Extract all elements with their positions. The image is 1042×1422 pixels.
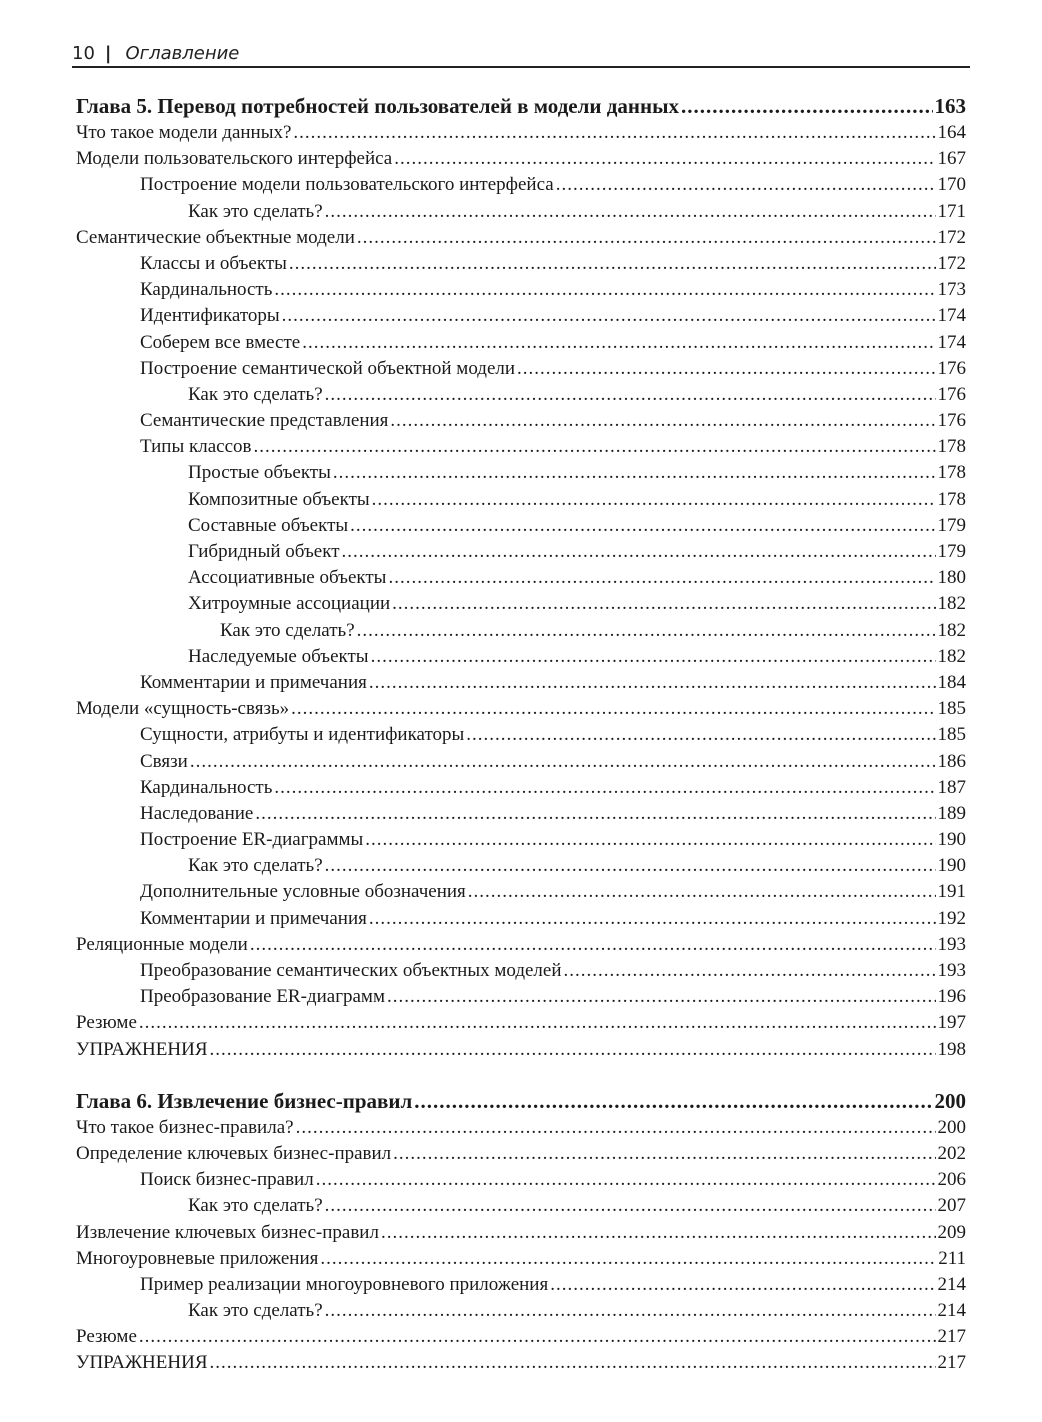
toc-entry-page: 179 [937, 514, 966, 536]
toc-entry-title: Резюме [76, 1326, 137, 1348]
toc-entry-title: Наследование [140, 802, 254, 824]
dot-leader [350, 513, 935, 539]
toc-entry-title: Композитные объекты [188, 488, 370, 510]
toc-entry-title: Модели «сущность-связь» [76, 698, 290, 720]
toc-entry-page: 189 [937, 802, 966, 824]
toc-entry-title: Комментарии и примечания [140, 907, 367, 929]
toc-entry-title: Поиск бизнес-правил [140, 1169, 314, 1191]
toc-entry[interactable] [76, 251, 966, 277]
dot-leader [381, 1220, 936, 1246]
toc-entry-page: 217 [937, 1326, 966, 1348]
dot-leader [325, 1298, 936, 1324]
toc-entry-page: 167 [937, 148, 966, 170]
dot-leader [390, 408, 935, 434]
toc-entry-page: 198 [937, 1038, 966, 1060]
toc-entry[interactable] [76, 408, 966, 434]
dot-leader [190, 749, 936, 775]
toc-entry[interactable] [76, 670, 966, 696]
toc-entry-page: 214 [937, 1273, 966, 1295]
chapter-block [76, 92, 966, 1063]
toc-entry-page: 171 [937, 200, 966, 222]
toc-entry[interactable] [76, 1141, 966, 1167]
toc-entry-title: Гибридный объект [188, 541, 340, 562]
toc-entry-title: Кардинальность [140, 279, 273, 301]
toc-entry[interactable] [76, 1272, 966, 1298]
table-of-contents [76, 92, 966, 1377]
toc-entry[interactable] [76, 277, 966, 303]
toc-entry[interactable] [76, 539, 966, 565]
chapter-block [76, 1087, 966, 1377]
toc-entry-title: Извлечение ключевых бизнес-правил [76, 1221, 379, 1243]
section-title: Оглавление [125, 43, 240, 64]
toc-entry-title: Семантические объектные модели [76, 226, 355, 248]
dot-leader [369, 906, 936, 932]
chapter-title: Глава 5. Перевод потребностей пользователей в модели данных [76, 94, 679, 118]
toc-entry[interactable] [76, 618, 966, 644]
toc-entry[interactable] [76, 330, 966, 356]
dot-leader [320, 1246, 936, 1272]
toc-entry-title: Как это сделать? [188, 1195, 323, 1217]
toc-entry[interactable] [76, 1037, 966, 1063]
toc-entry[interactable] [76, 565, 966, 591]
toc-entry[interactable] [76, 1010, 966, 1036]
toc-entry-page: 196 [937, 986, 966, 1008]
toc-entry-page: 185 [937, 724, 966, 746]
toc-entry-title: Построение модели пользовательского интерфейса [140, 174, 554, 196]
toc-entry[interactable] [76, 225, 966, 251]
toc-entry[interactable] [76, 460, 966, 486]
toc-entry-title: Преобразование семантических объектных моделей [140, 960, 562, 981]
toc-entry[interactable] [76, 749, 966, 775]
dot-leader [393, 1141, 935, 1167]
dot-leader [564, 958, 936, 984]
toc-entry[interactable] [76, 1298, 966, 1324]
dot-leader [325, 382, 936, 408]
dot-leader [414, 1087, 932, 1115]
chapter-heading[interactable] [76, 92, 966, 120]
toc-entry[interactable] [76, 146, 966, 172]
dot-leader [291, 696, 935, 722]
toc-entry[interactable] [76, 356, 966, 382]
dot-leader [333, 460, 936, 486]
toc-entry-title: УПРАЖНЕНИЯ [76, 1352, 208, 1374]
toc-entry-page: 192 [937, 907, 966, 929]
toc-entry-page: 182 [937, 645, 966, 667]
toc-entry[interactable] [76, 879, 966, 905]
toc-entry-page: 193 [937, 960, 966, 981]
toc-entry-page: 217 [937, 1352, 966, 1374]
chapter-heading[interactable] [76, 1087, 966, 1115]
toc-entry-page: 207 [937, 1195, 966, 1217]
page-number: 10 [72, 43, 95, 64]
dot-leader [316, 1167, 936, 1193]
toc-entry-title: Модели пользовательского интерфейса [76, 148, 393, 170]
dot-leader [387, 984, 936, 1010]
toc-entry[interactable] [76, 1115, 966, 1141]
toc-entry[interactable] [76, 906, 966, 932]
toc-entry-title: Кардинальность [140, 776, 273, 798]
toc-entry-page: 206 [937, 1169, 966, 1191]
dot-leader [394, 146, 935, 172]
toc-entry[interactable] [76, 591, 966, 617]
toc-entry-page: 184 [937, 671, 966, 693]
toc-entry-title: Сущности, атрибуты и идентификаторы [140, 724, 465, 746]
toc-entry[interactable] [76, 696, 966, 722]
toc-entry-page: 190 [937, 855, 966, 877]
toc-entry-page: 182 [937, 593, 966, 615]
toc-entry-title: Многоуровневые приложения [76, 1247, 319, 1269]
toc-entry-page: 211 [938, 1247, 966, 1269]
toc-entry[interactable] [76, 644, 966, 670]
toc-entry[interactable] [76, 1246, 966, 1272]
toc-entry-page: 190 [937, 829, 966, 851]
toc-entry-title: Как это сделать? [188, 855, 323, 877]
dot-leader [274, 277, 935, 303]
dot-leader [392, 591, 935, 617]
toc-entry[interactable] [76, 722, 966, 748]
header-separator: | [104, 43, 112, 64]
toc-entry-page: 176 [937, 410, 966, 432]
toc-entry[interactable] [76, 984, 966, 1010]
toc-entry-page: 180 [937, 567, 966, 589]
toc-entry[interactable] [76, 801, 966, 827]
toc-entry-title: Как это сделать? [220, 619, 355, 641]
toc-entry-title: Резюме [76, 1012, 137, 1034]
dot-leader [325, 199, 936, 225]
dot-leader [517, 356, 935, 382]
toc-entry-page: 182 [937, 619, 966, 641]
toc-entry[interactable] [76, 932, 966, 958]
toc-entry-title: Как это сделать? [188, 1300, 323, 1322]
toc-entry-page: 200 [937, 1116, 966, 1138]
dot-leader [293, 120, 935, 146]
toc-entry-page: 187 [937, 776, 966, 798]
dot-leader [325, 1193, 936, 1219]
toc-entry[interactable] [76, 199, 966, 225]
dot-leader [369, 670, 936, 696]
toc-entry[interactable] [76, 120, 966, 146]
toc-entry-page: 176 [937, 383, 966, 405]
dot-leader [274, 775, 935, 801]
toc-entry[interactable] [76, 1350, 966, 1376]
dot-leader [302, 330, 935, 356]
dot-leader [468, 879, 936, 905]
toc-entry[interactable] [76, 827, 966, 853]
dot-leader [556, 172, 936, 198]
dot-leader [210, 1037, 936, 1063]
dot-leader [139, 1324, 936, 1350]
toc-entry-title: Реляционные модели [76, 933, 248, 955]
toc-entry-title: Как это сделать? [188, 200, 323, 222]
dot-leader [342, 539, 936, 565]
toc-entry[interactable] [76, 303, 966, 329]
toc-entry-page: 179 [937, 541, 966, 562]
toc-entry-title: Наследуемые объекты [188, 645, 369, 667]
toc-entry-page: 197 [937, 1012, 966, 1034]
toc-entry[interactable] [76, 172, 966, 198]
dot-leader [365, 827, 935, 853]
dot-leader [139, 1010, 936, 1036]
toc-entry-title: Простые объекты [188, 462, 331, 484]
toc-entry[interactable] [76, 1220, 966, 1246]
dot-leader [372, 487, 936, 513]
toc-entry-page: 174 [937, 305, 966, 327]
dot-leader [289, 251, 936, 277]
toc-entry-title: Идентификаторы [140, 305, 280, 327]
toc-entry-page: 172 [937, 252, 966, 274]
chapter-page: 200 [934, 1088, 966, 1113]
dot-leader [296, 1115, 936, 1141]
chapter-page: 163 [934, 94, 966, 118]
toc-entry-title: Соберем все вместе [140, 331, 301, 353]
toc-entry-page: 185 [937, 698, 966, 720]
chapter-title: Глава 6. Извлечение бизнес-правил [76, 1088, 413, 1113]
dot-leader [253, 434, 935, 460]
toc-entry-title: Что такое бизнес-правила? [76, 1116, 294, 1138]
toc-entry[interactable] [76, 1193, 966, 1219]
toc-entry-title: Классы и объекты [140, 252, 287, 274]
dot-leader [325, 853, 936, 879]
toc-entry[interactable] [76, 1324, 966, 1350]
dot-leader [282, 303, 936, 329]
dot-leader [357, 618, 936, 644]
toc-entry-page: 170 [937, 174, 966, 196]
toc-entry-title: Дополнительные условные обозначения [140, 881, 466, 903]
toc-entry[interactable] [76, 853, 966, 879]
toc-entry-page: 209 [937, 1221, 966, 1243]
dot-leader [357, 225, 936, 251]
toc-entry[interactable] [76, 775, 966, 801]
running-head [72, 40, 970, 68]
toc-entry[interactable] [76, 958, 966, 984]
toc-entry-title: Как это сделать? [188, 383, 323, 405]
toc-entry[interactable] [76, 434, 966, 460]
toc-entry[interactable] [76, 1167, 966, 1193]
dot-leader [255, 801, 935, 827]
toc-entry-title: Пример реализации многоуровневого приложения [140, 1273, 549, 1295]
toc-entry-title: Что такое модели данных? [76, 122, 292, 143]
toc-entry-page: 173 [937, 279, 966, 301]
toc-entry[interactable] [76, 382, 966, 408]
toc-entry-page: 176 [937, 357, 966, 379]
toc-entry-page: 164 [937, 122, 966, 143]
toc-entry-title: Ассоциативные объекты [188, 567, 387, 589]
toc-entry-title: Типы классов [140, 436, 252, 458]
toc-entry-title: Построение ER-диаграммы [140, 829, 364, 851]
toc-entry-title: Преобразование ER-диаграмм [140, 986, 385, 1008]
toc-entry[interactable] [76, 513, 966, 539]
toc-entry-title: Построение семантической объектной модели [140, 357, 516, 379]
dot-leader [250, 932, 936, 958]
toc-entry-page: 191 [937, 881, 966, 903]
toc-entry-title: Связи [140, 750, 188, 772]
toc-entry-page: 193 [937, 933, 966, 955]
toc-entry-title: Хитроумные ассоциации [188, 593, 391, 615]
dot-leader [466, 722, 935, 748]
toc-entry-page: 178 [937, 436, 966, 458]
toc-entry-title: Определение ключевых бизнес-правил [76, 1142, 392, 1164]
toc-entry-title: Составные объекты [188, 514, 349, 536]
dot-leader [210, 1350, 936, 1376]
toc-entry-page: 178 [937, 462, 966, 484]
toc-entry-title: Комментарии и примечания [140, 671, 367, 693]
toc-entry-page: 202 [937, 1142, 966, 1164]
toc-entry-page: 178 [937, 488, 966, 510]
toc-entry-title: УПРАЖНЕНИЯ [76, 1038, 208, 1060]
toc-entry-page: 174 [937, 331, 966, 353]
toc-entry-page: 186 [937, 750, 966, 772]
toc-entry-page: 172 [937, 226, 966, 248]
dot-leader [681, 92, 933, 120]
dot-leader [388, 565, 935, 591]
toc-entry[interactable] [76, 487, 966, 513]
toc-entry-page: 214 [937, 1300, 966, 1322]
dot-leader [550, 1272, 935, 1298]
dot-leader [371, 644, 936, 670]
toc-entry-title: Семантические представления [140, 410, 389, 432]
